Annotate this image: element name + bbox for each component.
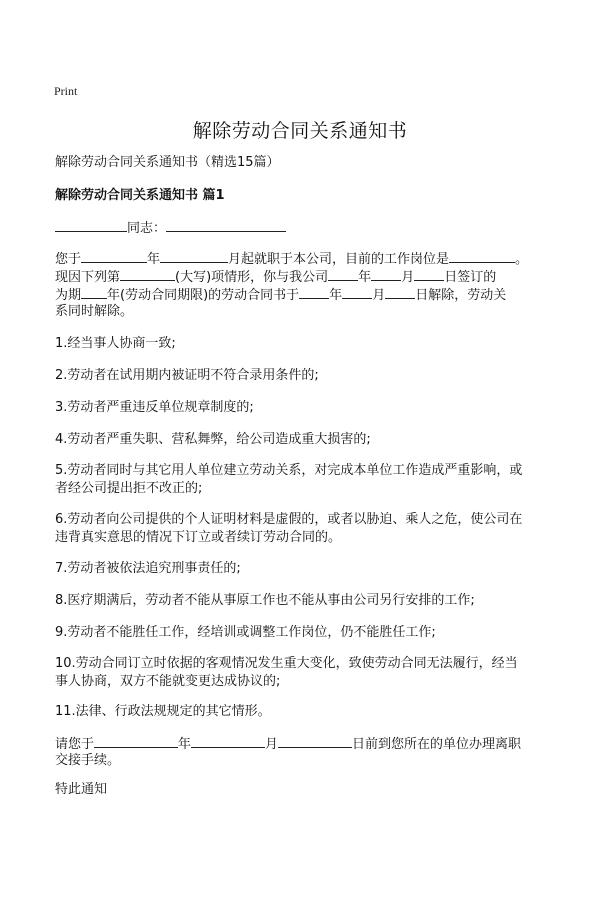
list-item: 者经公司提出拒不改正的; (55, 481, 203, 496)
list-item: 事人协商，双方不能就变更达成协议的; (55, 674, 281, 689)
list-item: 8.医疗期满后，劳动者不能从事原工作也不能从事由公司另行安排的工作; (55, 593, 475, 608)
document-title: 解除劳动合同关系通知书 (192, 120, 408, 142)
salutation-line (55, 218, 555, 238)
list-item: 6.劳动者向公司提供的个人证明材料是虚假的，或者以胁迫、乘人之危，使公司在 (55, 512, 523, 527)
list-item: 1.经当事人协商一致; (55, 336, 176, 351)
name-blank (55, 218, 127, 232)
salutation-blank (166, 218, 286, 232)
list-item: 7.劳动者被依法追究刑事责任的; (55, 561, 241, 576)
list-item: 违背真实意思的情况下订立或者续订劳动合同的。 (55, 530, 342, 545)
list-item: 2.劳动者在试用期内被证明不符合录用条件的; (55, 368, 319, 383)
closing-line2: 交接手续。 (55, 753, 121, 768)
closing-notice: 特此通知 (55, 782, 108, 797)
document-subtitle: 解除劳动合同关系通知书（精选15篇） (55, 155, 280, 170)
list-item: 11.法律、行政法规规定的其它情形。 (55, 704, 271, 719)
para1-line3: 为期 年(劳动合同期限)的劳动合同书于 年 月 日解除，劳动关 (55, 285, 555, 305)
print-label: Print (54, 84, 78, 98)
para1-line4: 系同时解除。 (55, 304, 134, 319)
list-item: 10.劳动合同订立时依据的客观情况发生重大变化，致使劳动合同无法履行，经当 (55, 656, 518, 671)
list-item: 9.劳动者不能胜任工作，经培训或调整工作岗位，仍不能胜任工作; (55, 625, 436, 640)
closing-line1: 请您于 年 月 日前到您所在的单位办理离职 (55, 734, 555, 754)
list-item: 4.劳动者严重失职、营私舞弊，给公司造成重大损害的; (55, 432, 371, 447)
list-item: 5.劳动者同时与其它用人单位建立劳动关系，对完成本单位工作造成严重影响，或 (55, 463, 523, 478)
para1-line1: 您于 年 月起就职于本公司，目前的工作岗位是 。 (55, 249, 555, 269)
list-item: 3.劳动者严重违反单位规章制度的; (55, 400, 254, 415)
section-heading: 解除劳动合同关系通知书 篇1 (55, 188, 225, 203)
salutation-suffix: 同志： (127, 221, 167, 236)
para1-line2: 现因下列第 (大写)项情形，你与我公司 年 月 日签订的 (55, 267, 555, 287)
